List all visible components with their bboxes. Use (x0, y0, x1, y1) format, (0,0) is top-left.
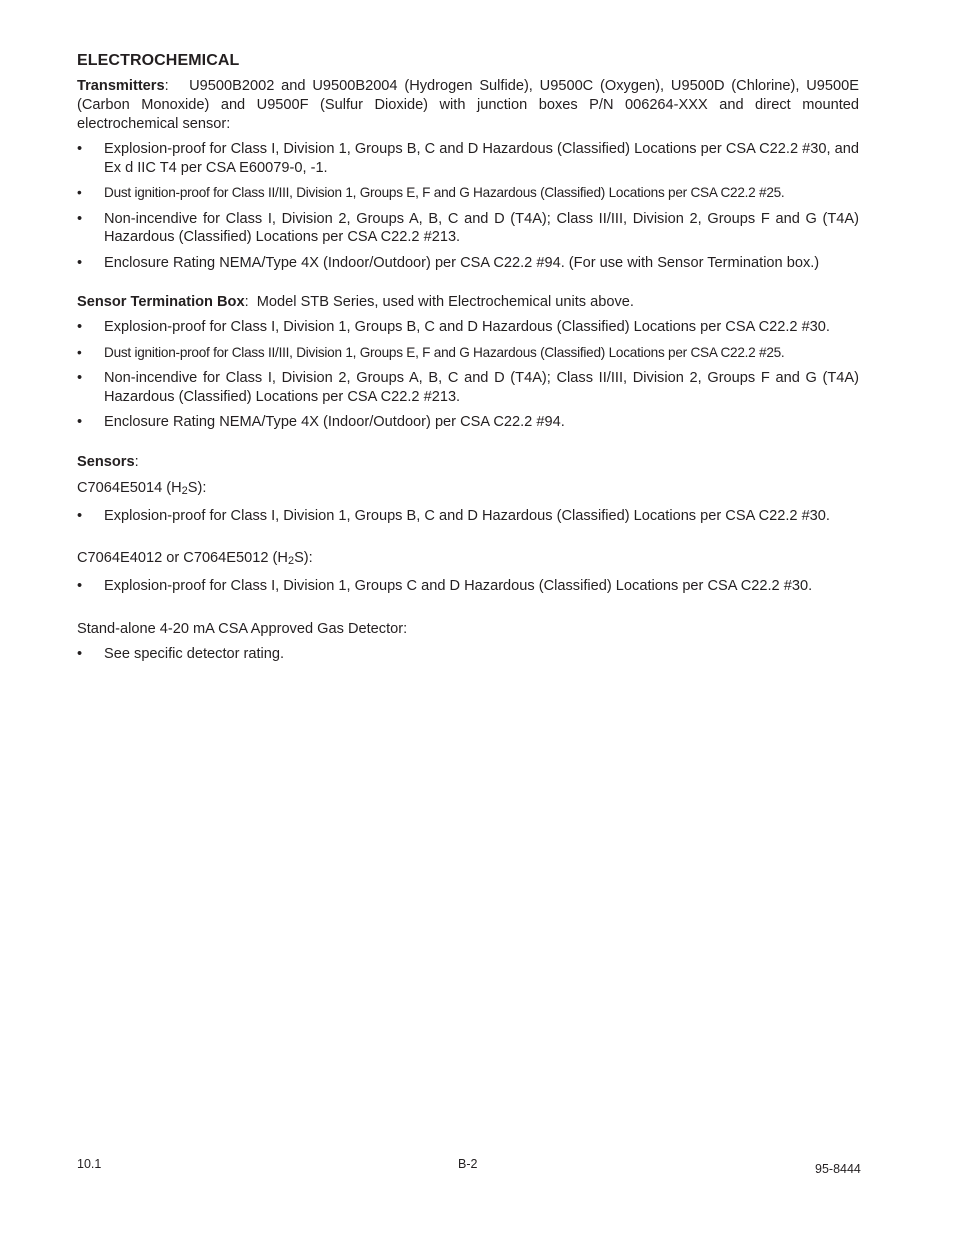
footer-revision: 10.1 (77, 1157, 102, 1171)
sensors-heading (77, 453, 859, 472)
bullet-dot: • (77, 319, 83, 335)
bullet-dot: • (77, 414, 83, 430)
list-item (77, 577, 859, 596)
list-item (77, 140, 859, 177)
list-item-text: Explosion-proof for Class I, Division 1, Groups B, C and D Hazardous (Classified) Locations per CSA C22.2 #30. (104, 319, 830, 335)
sensor-model-1-list (77, 507, 859, 526)
list-item-text: Dust ignition-proof for Class II/III, Division 1, Groups E, F and G Hazardous (Classified) Locations per CSA C22.2 #25. (104, 344, 785, 360)
list-item (77, 254, 859, 273)
list-item (77, 344, 859, 363)
transmitters-intro (77, 77, 859, 134)
footer-page-number: B-2 (458, 1157, 478, 1171)
list-item (77, 507, 859, 526)
footer-document-number: 95-8444 (815, 1162, 861, 1176)
list-item-text: Dust ignition-proof for Class II/III, Division 1, Groups E, F and G Hazardous (Classified) Locations per CSA C22.2 #25. (104, 185, 785, 200)
sensor-model-2-list (77, 577, 859, 596)
termination-box-label: Sensor Termination Box (77, 294, 245, 310)
bullet-dot: • (77, 578, 83, 594)
sensor-model-1-text: C7064E5014 (H (77, 479, 182, 496)
list-item-text: Explosion-proof for Class I, Division 1, Groups B, C and D Hazardous (Classified) Locations per CSA C22.2 #30. (104, 507, 830, 524)
bullet-dot: • (77, 254, 83, 271)
list-item-text: Explosion-proof for Class I, Division 1, Groups C and D Hazardous (Classified) Locations per CSA C22.2 #30. (104, 578, 813, 594)
termination-box-intro (77, 293, 859, 312)
bullet-dot: • (77, 645, 83, 662)
list-item (77, 318, 859, 337)
bullet-dot: • (77, 344, 82, 360)
bullet-dot: • (77, 141, 83, 157)
subscript: 2 (181, 484, 188, 497)
sensor-model-2 (77, 549, 859, 571)
sensor-model-2-suffix: S): (294, 550, 313, 566)
standalone-detector-title: Stand-alone 4-20 mA CSA Approved Gas Detector: (77, 620, 408, 637)
bullet-dot: • (77, 210, 83, 227)
list-item-text: Explosion-proof for Class I, Division 1, Groups B, C and D Hazardous (Classified) Locations per CSA C22.2 #30, and Ex d IIC T4 per CSA E60079-0, -1. (104, 141, 859, 176)
list-item-text: Enclosure Rating NEMA/Type 4X (Indoor/Outdoor) per CSA C22.2 #94. (104, 414, 565, 430)
bullet-dot: • (77, 370, 83, 386)
list-item (77, 413, 859, 432)
termination-box-sep: : (244, 294, 249, 310)
section-heading: ELECTROCHEMICAL (77, 52, 240, 69)
list-item (77, 369, 859, 406)
transmitters-text: U9500B2002 and U9500B2004 (Hydrogen Sulfide), U9500C (Oxygen), U9500D (Chlorine), U9500E (Carbon Monoxide) and U9500F (Sulfur Dioxide) with junction boxes P/N 006264-XXX and direct mounted electrochemical sensor: (77, 78, 859, 132)
standalone-detector-list (77, 645, 859, 664)
list-item-text: Enclosure Rating NEMA/Type 4X (Indoor/Outdoor) per CSA C22.2 #94. (For use with Sensor Termination box.) (104, 254, 820, 271)
bullet-dot: • (77, 185, 82, 200)
sensor-model-1 (77, 479, 859, 501)
sensor-model-2-text: C7064E4012 or C7064E5012 (H (77, 550, 288, 566)
list-item-text: See specific detector rating. (104, 645, 285, 662)
sensors-label: Sensors (77, 453, 135, 470)
list-item (77, 645, 859, 664)
sensor-model-1-suffix: S): (187, 479, 207, 496)
sensors-sep: : (134, 453, 139, 470)
list-item (77, 184, 859, 203)
list-item-text: Non-incendive for Class I, Division 2, Groups A, B, C and D (T4A); Class II/III, Division 2, Groups F and G (T4A) Hazardous (Classified) Locations per CSA C22.2 #213. (104, 370, 859, 405)
list-item-text: Non-incendive for Class I, Division 2, Groups A, B, C and D (T4A); Class II/III, Division 2, Groups F and G (T4A) Hazardous (Classified) Locations per CSA C22.2 #213. (104, 210, 859, 245)
termination-box-list (77, 318, 859, 432)
subscript: 2 (287, 555, 295, 567)
transmitters-label: Transmitters (77, 78, 165, 94)
list-item (77, 210, 859, 247)
document-body (77, 52, 859, 670)
termination-box-text: Model STB Series, used with Electrochemical units above. (256, 294, 634, 310)
bullet-dot: • (77, 507, 83, 524)
transmitters-sep: : (164, 78, 169, 94)
transmitters-list (77, 140, 859, 272)
